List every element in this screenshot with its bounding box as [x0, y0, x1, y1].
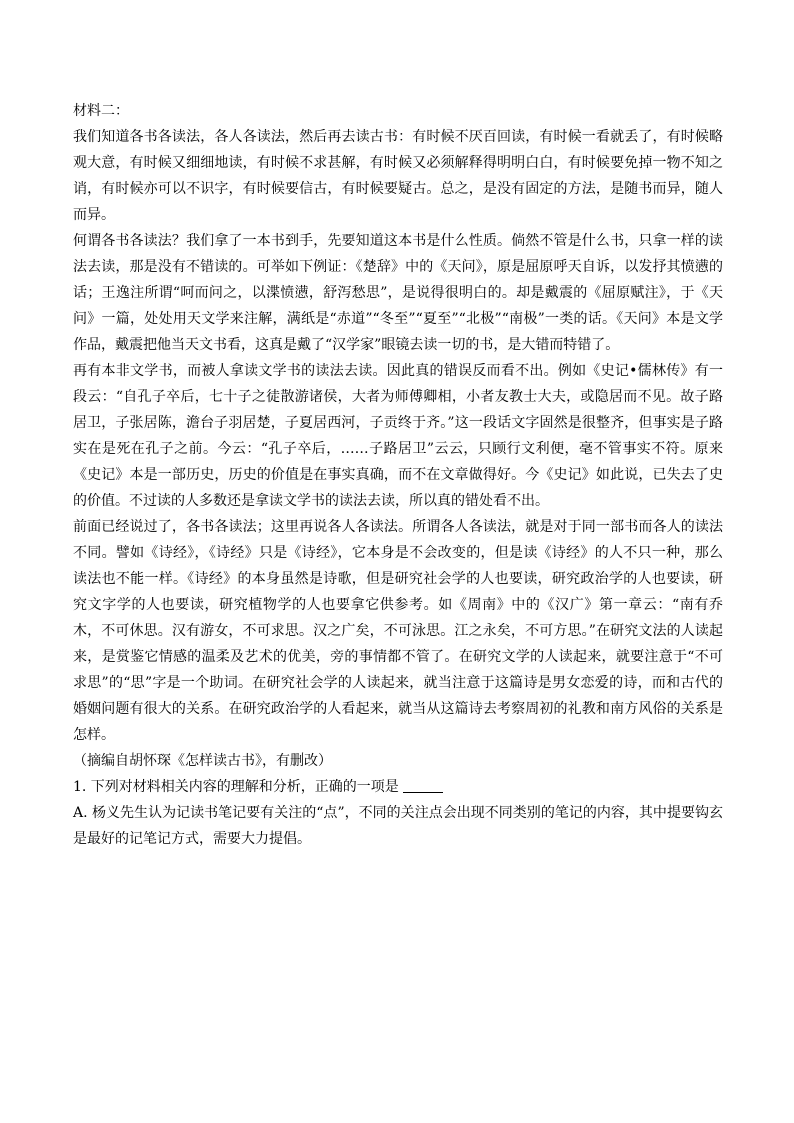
- source-note: （摘编自胡怀琛《怎样读古书》，有删改）: [73, 753, 332, 769]
- paragraph-2: 何谓各书各读法？我们拿了一本书到手，先要知道这本书是什么性质。倘然不管是什么书，只拿一样的读法去读，那是没有不错读的。可举如下例证：《楚辞》中的《天问》，原是屈原呼天自诉，以发抒其愤懑的话；王逸注所谓“呵而问之，以渫愤懑，舒泻愁思”，是说得很明白的。却是戴震的《屈原赋注》，于《天问》一篇，处处用天文学来注解，满纸是“赤道”“冬至”“夏至”“北极”“南极”一类的话。《天问》本是文学作品，戴震把他当天文书看，这真是戴了“汉学家”眼镜去读一切的书，是大错而特错了。: [73, 233, 723, 353]
- document-body: [73, 98, 723, 852]
- paragraph-3: 再有本非文学书，而被人拿读文学书的读法去读。因此真的错误反而看不出。例如《史记•儒林传》有一段云：“自孔子卒后，七十子之徒散游诸侯，大者为师傅卿相，小者友教士大夫，或隐居而不见。故子路居卫，子张居陈，澹台子羽居楚，子夏居西河，子贡终于齐。”这一段话文字固然是很整齐，但事实是子路实在是死在孔子之前。今云：“孔子卒后，……子路居卫”云云，只顾行文利便，毫不管事实不符。原来《史记》本是一部历史，历史的价值是在事实真确，而不在文章做得好。今《史记》如此说，已失去了史的价值。不过读的人多数还是拿读文学书的读法去读，所以真的错处看不出。: [73, 363, 723, 509]
- question-stem-text: 1. 下列对材料相关内容的理解和分析，正确的一项是: [73, 779, 399, 795]
- question-stem: [73, 774, 723, 800]
- material-heading: 材料二：: [73, 103, 129, 119]
- question-option-a: A. 杨义先生认为记读书笔记要有关注的“点”，不同的关注点会出现不同类别的笔记的内容，其中提要钩玄是最好的记笔记方式，需要大力提倡。: [73, 805, 723, 847]
- paragraph-1: 我们知道各书各读法，各人各读法，然后再去读古书：有时候不厌百回读，有时候一看就丢了，有时候略观大意，有时候又细细地读，有时候不求甚解，有时候又必须解释得明明白白，有时候要免掉一物不知之诮，有时候亦可以不识字，有时候要信古，有时候要疑古。总之，是没有固定的方法，是随书而异，随人而异。: [73, 129, 723, 223]
- answer-blank: [403, 778, 443, 793]
- paragraph-4: 前面已经说过了，各书各读法；这里再说各人各读法。所谓各人各读法，就是对于同一部书而各人的读法不同。譬如《诗经》，《诗经》只是《诗经》，它本身是不会改变的，但是读《诗经》的人不只一种，那么读法也不能一样。《诗经》的本身虽然是诗歌，但是研究社会学的人也要读，研究政治学的人也要读，研究文字学的人也要读，研究植物学的人也要拿它供参考。如《周南》中的《汉广》第一章云：“南有乔木，不可休思。汉有游女，不可求思。汉之广矣，不可泳思。江之永矣，不可方思。”在研究文法的人读起来，是赏鉴它情感的温柔及艺术的优美，旁的事情都不管了。在研究文学的人读起来，就要注意于“不可求思”的“思”字是一个助词。在研究社会学的人读起来，就当注意于这篇诗是男女恋爱的诗，而和古代的婚姻问题有很大的关系。在研究政治学的人看起来，就当从这篇诗去考察周初的礼教和南方风俗的关系是怎样。: [73, 519, 723, 743]
